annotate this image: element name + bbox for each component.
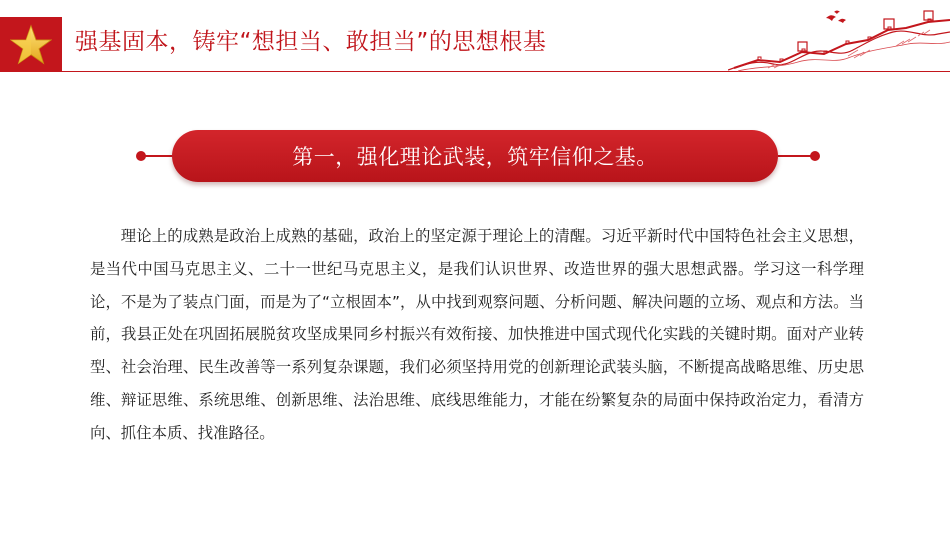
star-badge [0, 17, 62, 72]
banner-pill [172, 130, 778, 182]
header [0, 0, 950, 78]
banner-right-dot [810, 151, 820, 161]
great-wall-icon [728, 8, 950, 72]
banner-right-line [778, 155, 814, 157]
section-banner [136, 130, 820, 182]
body-paragraph: 理论上的成熟是政治上成熟的基础，政治上的坚定源于理论上的清醒。习近平新时代中国特色社会主义思想，是当代中国马克思主义、二十一世纪马克思主义，是我们认识世界、改造世界的强大思想武器。学习这一科学理论，不是为了装点门面，而是为了“立根固本”，从中找到观察问题、分析问题、解决问题的立场、观点和方法。当前，我县正处在巩固拓展脱贫攻坚成果同乡村振兴有效衔接、加快推进中国式现代化实践的关键时期。面对产业转型、社会治理、民生改善等一系列复杂课题，我们必须坚持用党的创新理论武装头脑，不断提高战略思维、历史思维、辩证思维、系统思维、创新思维、法治思维、底线思维能力，才能在纷繁复杂的局面中保持政治定力，看清方向、抓住本质、找准路径。 [90, 227, 864, 442]
page-title: 强基固本，铸牢“想担当、敢担当”的思想根基 [75, 29, 547, 55]
star-icon [10, 24, 52, 66]
section-heading: 第一，强化理论武装，筑牢信仰之基。 [292, 145, 658, 169]
